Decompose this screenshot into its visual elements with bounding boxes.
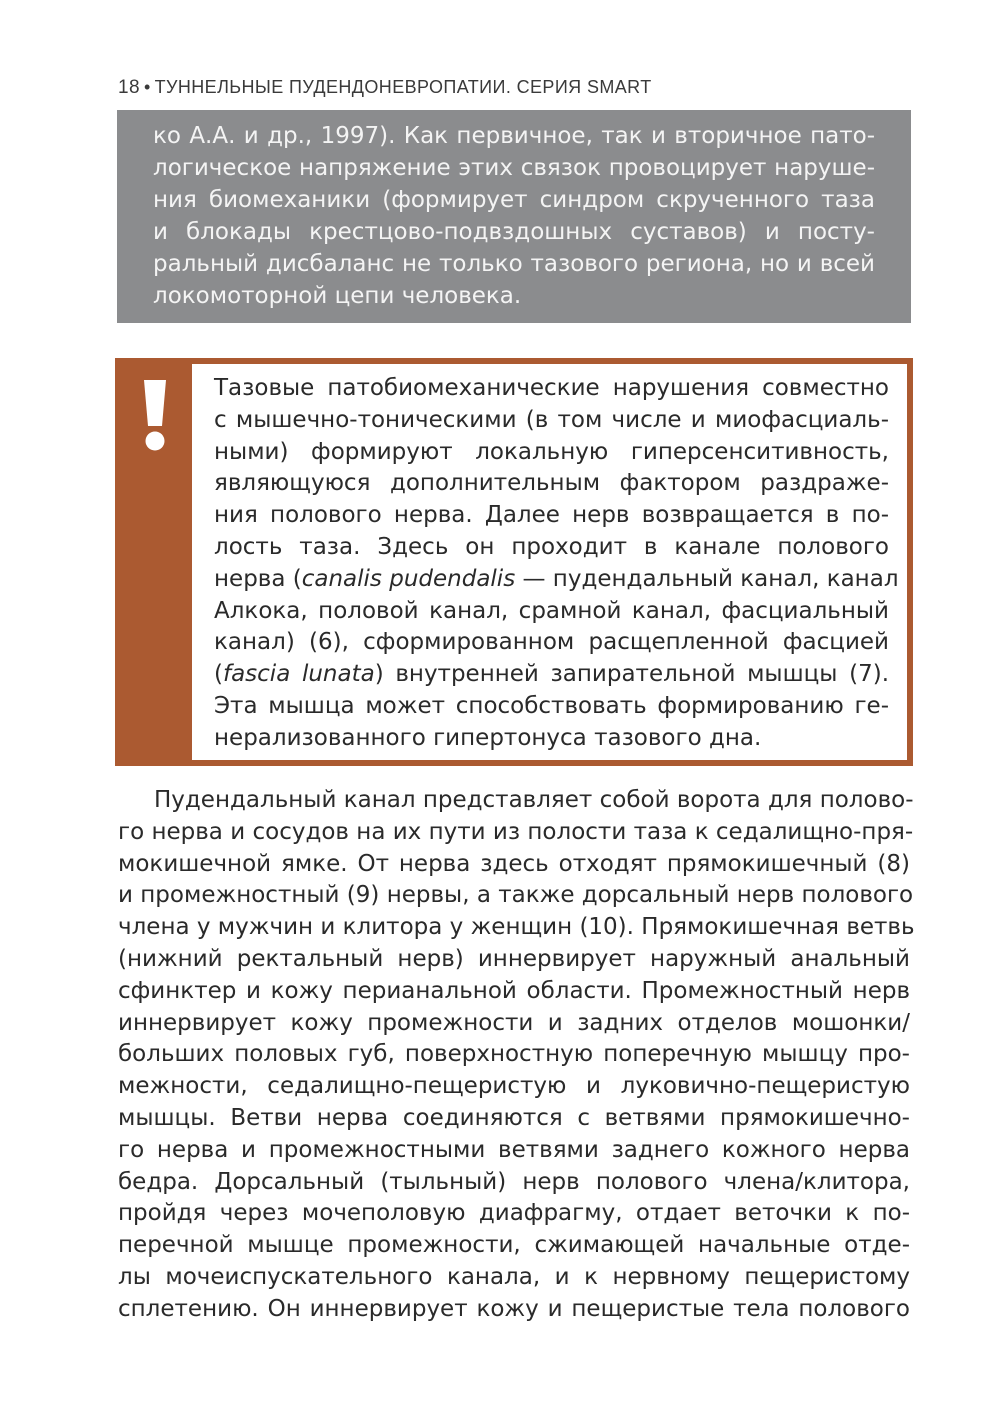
body-line: бедра. Дорсальный (тыльный) нерв полового члена/клитора, — [118, 1168, 910, 1195]
body-line: мышцы. Ветви нерва соединяются с ветвями прямокишечно- — [118, 1104, 910, 1131]
alert-line — [214, 659, 889, 691]
body-line: сфинктер и кожу перианальной области. Промежностный нерв — [118, 977, 910, 1004]
header-bullet: • — [143, 77, 151, 97]
alert-line: нерализованного гипертонуса тазового дна. — [214, 724, 762, 751]
body-line: (нижний ректальный нерв) иннервирует наружный анальный — [118, 945, 910, 972]
body-line: перечной мышце промежности, сжимающей начальные отде- — [118, 1232, 910, 1259]
page-number: 18 — [118, 77, 140, 98]
gray-box-line: ко А.А. и др., 1997). Как первичное, так и вторичное пато- — [153, 123, 875, 149]
body-line: го нерва и сосудов на их пути из полости таза к седалищно-пря- — [118, 818, 914, 845]
alert-line: Эта мышца может способствовать формированию ге- — [214, 692, 889, 719]
alert-line: Тазовые патобиомеханические нарушения совместно — [214, 375, 889, 401]
running-header — [118, 77, 652, 99]
alert-line: ными) формируют локальную гиперсенситивность, — [214, 438, 889, 465]
alert-line: лость таза. Здесь он проходит в канале полового — [214, 533, 889, 560]
body-paragraph — [118, 785, 915, 1326]
body-line: больших половых губ, поверхностную поперечную мышцу про- — [118, 1041, 910, 1068]
latin-term: canalis pudendalis — [301, 565, 516, 592]
body-line: межности, седалищно-пещеристую и луковично-пещеристую — [118, 1073, 910, 1100]
alert-callout-text — [192, 364, 907, 760]
body-line: и промежностный (9) нервы, а также дорсальный нерв полового — [118, 882, 914, 909]
gray-box-line: логическое напряжение этих связок провоцирует наруше- — [153, 155, 875, 181]
body-line: пройдя через мочеполовую диафрагму, отдает веточки к по- — [118, 1200, 910, 1227]
alert-line: канал) (6), сформированном расщепленной фасцией — [214, 629, 889, 656]
body-line: Пудендальный канал представляет собой ворота для полово- — [154, 787, 914, 813]
body-line: мокишечной ямке. От нерва здесь отходят прямокишечный (8) — [118, 850, 910, 877]
body-line: сплетению. Он иннервирует кожу и пещеристые тела полового — [118, 1295, 910, 1322]
latin-term: fascia lunata — [222, 661, 375, 688]
running-title: ТУННЕЛЬНЫЕ ПУДЕНДОНЕВРОПАТИИ. СЕРИЯ SMART — [154, 77, 652, 97]
alert-text: ( — [214, 661, 223, 688]
alert-line: Алкока, половой канал, срамной канал, фасциальный — [214, 597, 889, 624]
body-line: лы мочеиспускательного канала, и к нервному пещеристому — [118, 1263, 910, 1290]
gray-box-line: и блокады крестцово-подвздошных суставов) и посту- — [153, 219, 875, 245]
alert-line: с мышечно-тоническими (в том числе и миофасциаль- — [214, 406, 889, 433]
alert-line — [214, 564, 899, 596]
gray-box-line: локомоторной цепи человека. — [153, 283, 522, 309]
alert-text: ) внутренней запирательной мышцы (7). — [374, 661, 890, 688]
gray-box-line: ния биомеханики (формирует синдром скрученного таза — [153, 187, 875, 213]
alert-line: ния полового нерва. Далее нерв возвращается в по- — [214, 502, 889, 529]
gray-box-line: ральный дисбаланс не только тазового региона, но и всей — [153, 251, 875, 277]
body-line: го нерва и промежностными ветвями заднего кожного нерва — [118, 1136, 910, 1163]
alert-text: нерва ( — [214, 565, 302, 592]
exclamation-icon — [141, 380, 169, 452]
alert-text: — пудендальный канал, канал — [515, 565, 899, 592]
body-line: члена у мужчин и клитора у женщин (10). Прямокишечная ветвь — [118, 914, 915, 941]
gray-continuation-box — [117, 110, 911, 323]
body-line: иннервирует кожу промежности и задних отделов мошонки/ — [118, 1009, 910, 1036]
alert-line: являющуюся дополнительным фактором раздраже- — [214, 470, 889, 497]
